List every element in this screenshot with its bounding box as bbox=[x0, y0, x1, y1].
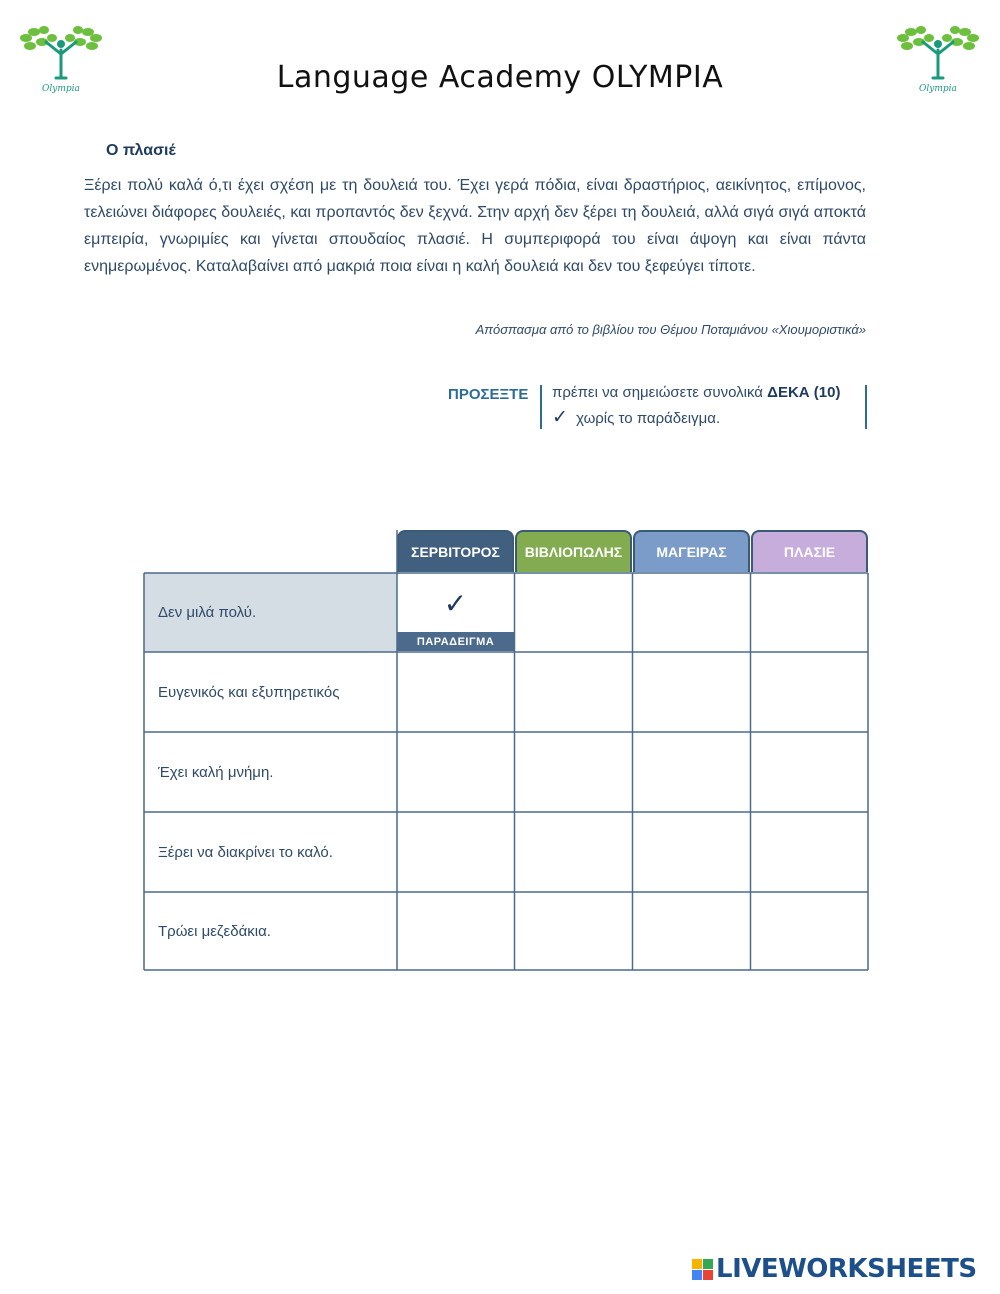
column-header-waiter: ΣΕΡΒΙΤΟΡΟΣ bbox=[397, 530, 514, 572]
row-label: Ευγενικός και εξυπηρετικός bbox=[158, 683, 340, 701]
answer-cell[interactable] bbox=[515, 812, 632, 892]
example-label: ΠΑΡΑΔΕΙΓΜΑ bbox=[397, 632, 514, 651]
example-checkmark-icon: ✓ bbox=[443, 587, 468, 619]
answer-cell[interactable] bbox=[515, 892, 632, 970]
note-instruction-text: πρέπει να σημειώσετε συνολικά bbox=[552, 384, 763, 401]
note-instruction bbox=[552, 384, 840, 401]
answer-cell[interactable] bbox=[633, 732, 750, 812]
brand-name: LIVEWORKSHEETS bbox=[716, 1254, 977, 1284]
story-title: Ο πλασιέ bbox=[106, 142, 176, 159]
note-count: ΔΕΚΑ (10) bbox=[767, 384, 841, 401]
story-source: Απόσπασμα από το βιβλίου του Θέμου Ποταμιάνου «Χιουμοριστικά» bbox=[475, 322, 866, 337]
note-divider-left bbox=[540, 385, 542, 429]
row-label: Έχει καλή μνήμη. bbox=[158, 763, 274, 781]
note-exclusion-text: χωρίς το παράδειγμα. bbox=[576, 410, 721, 427]
answer-cell[interactable] bbox=[633, 812, 750, 892]
row-label-example: Δεν μιλά πολύ. bbox=[158, 604, 257, 621]
answer-cell[interactable] bbox=[515, 732, 632, 812]
answer-cell[interactable] bbox=[397, 652, 514, 732]
note-divider-right bbox=[865, 385, 867, 429]
row-label: Ξέρει να διακρίνει το καλό. bbox=[158, 843, 333, 861]
page-title: Language Academy OLYMPIA bbox=[276, 60, 724, 95]
note-exclusion bbox=[552, 406, 720, 429]
answer-cell[interactable] bbox=[515, 652, 632, 732]
answer-cell[interactable] bbox=[515, 573, 632, 652]
row-label: Τρώει μεζεδάκια. bbox=[158, 922, 271, 940]
column-header-bookseller: ΒΙΒΛΙΟΠΩΛΗΣ bbox=[515, 530, 632, 572]
story-text: Ξέρει πολύ καλά ό,τι έχει σχέση με τη δουλειά του. Έχει γερά πόδια, είναι δραστήριος, αεικίνητος, επίμονος, τελειώνει διάφορες δουλειές, και προπαντός δεν ξεχνά. Στην αρχή δεν ξέρει τη δουλειά, αλλά σιγά σιγά αποκτά εμπειρία, γνωριμίες και γίνεται σπουδαίος πλασιέ. Η συμπεριφορά του είναι άψογη και είναι πάντα ενημερωμένος. Καταλαβαίνει από μακριά ποια είναι η καλή δουλειά και δεν του ξεφεύγει τίποτε. bbox=[84, 177, 866, 275]
note-label: ΠΡΟΣΕΞΤΕ bbox=[448, 386, 529, 403]
answer-cell[interactable] bbox=[751, 812, 868, 892]
answer-cell[interactable] bbox=[633, 652, 750, 732]
liveworksheets-logo bbox=[692, 1254, 977, 1284]
brand-blocks-icon bbox=[692, 1259, 713, 1280]
answer-cell[interactable] bbox=[751, 732, 868, 812]
answer-cell[interactable] bbox=[751, 652, 868, 732]
answer-cell[interactable] bbox=[751, 573, 868, 652]
column-header-salesman: ΠΛΑΣΙΕ bbox=[751, 530, 868, 572]
answer-cell[interactable] bbox=[633, 573, 750, 652]
answer-cell[interactable] bbox=[397, 732, 514, 812]
answer-cell[interactable] bbox=[397, 812, 514, 892]
logo-caption: Olympia bbox=[919, 84, 957, 94]
answer-cell[interactable] bbox=[397, 892, 514, 970]
logo-caption: Olympia bbox=[42, 84, 80, 94]
column-header-cook: ΜΑΓΕΙΡΑΣ bbox=[633, 530, 750, 572]
answer-cell[interactable] bbox=[751, 892, 868, 970]
checkmark-icon: ✓ bbox=[552, 407, 568, 428]
answer-cell[interactable] bbox=[633, 892, 750, 970]
